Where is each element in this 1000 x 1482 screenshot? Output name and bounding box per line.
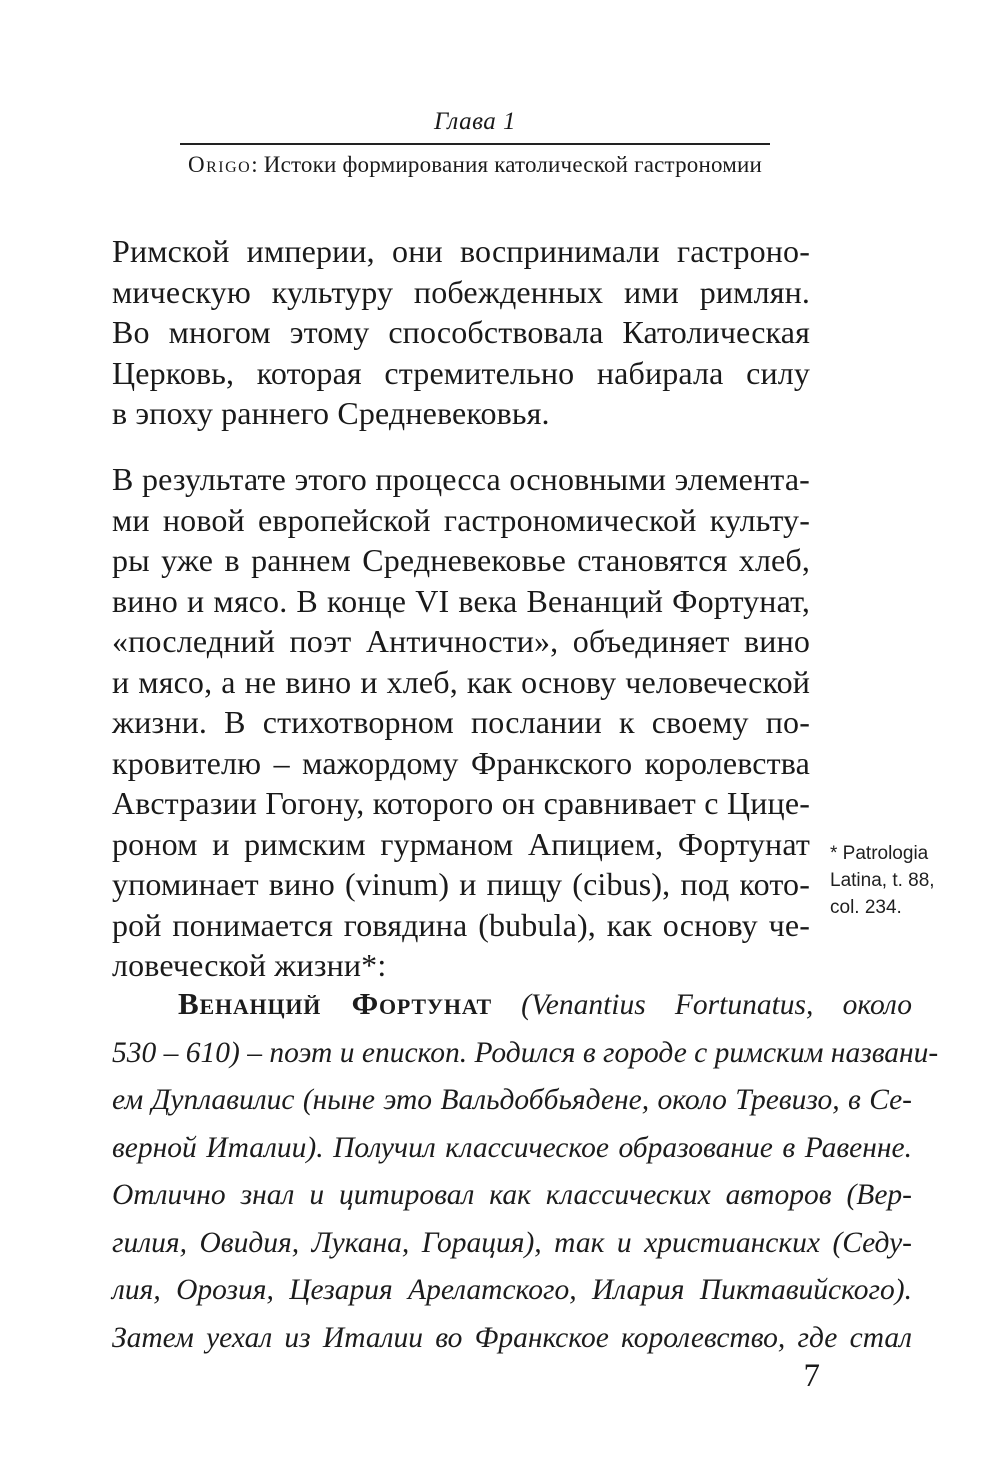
text-line: кровителю – мажордому Франкского королевства (112, 744, 810, 781)
text-line: мическую культуру побежденных ими римлян. (112, 273, 810, 310)
text-line: роном и римским гурманом Апицием, Фортунат (112, 825, 810, 862)
bio-line: ем Дуплавилис (ныне это Вальдоббьядене, около Тревизо, в Се- (112, 1084, 912, 1116)
text-line: Австразии Гогону, которого он сравнивает с Цице- (112, 785, 810, 821)
text-line: В результате этого процесса основными элемента- (112, 461, 810, 497)
text-line: Церковь, которая стремительно набирала силу (112, 354, 810, 391)
text-line: рой понимается говядина (bubula), как основу че- (112, 906, 810, 943)
sidenote-line: * Patrologia (830, 843, 929, 864)
chapter-subtitle-lead: Origo (187, 152, 252, 177)
text-line: Римской империи, они воспринимали гастроно- (112, 233, 810, 269)
bio-name: Венанций Фортунат (178, 986, 492, 1021)
chapter-label: Глава 1 (433, 108, 517, 135)
text-line: «последний поэт Античности», объединяет вино (112, 623, 810, 659)
paragraph-2 (112, 459, 810, 986)
footnote-sidenote (830, 840, 960, 921)
sidenote-line: col. 234. (830, 897, 902, 918)
text-line: Во многом этому способствовала Католическая (112, 314, 810, 350)
text-line: в эпоху раннего Средневековья. (112, 395, 550, 431)
text-line: ловеческой жизни*: (112, 947, 387, 983)
chapter-subtitle-rest: : Истоки формирования католической гастрономии (251, 152, 763, 177)
bio-line: верной Италии). Получил классическое образование в Равенне. (112, 1131, 912, 1164)
running-head (150, 106, 800, 182)
paragraph-1 (112, 231, 810, 434)
bio-first-line-rest: (Venantius Fortunatus, около (491, 989, 913, 1021)
text-line: вино и мясо. В конце VI века Венанций Фортунат, (112, 582, 810, 619)
text-line: ры уже в раннем Средневековье становятся хлеб, (112, 542, 810, 578)
bio-line: 530 – 610) – поэт и епископ. Родился в городе с римским названи- (112, 1036, 939, 1069)
bio-line: Отлично знал и цитировал как классических авторов (Вер- (112, 1179, 912, 1211)
page-number: 7 (803, 1358, 820, 1394)
bio-line: гилия, Овидия, Лукана, Горация), так и христианских (Седу- (112, 1226, 912, 1259)
chapter-subtitle (150, 148, 800, 182)
text-line: упоминает вино (vinum) и пищу (cibus), под кото- (112, 866, 810, 902)
header-rule (180, 143, 770, 145)
bio-line: Затем уехал из Италии во Франкское королевство, где стал (112, 1321, 912, 1354)
biography-note (112, 980, 939, 1362)
text-line: и мясо, а не вино и хлеб, как основу человеческой (112, 663, 810, 700)
bio-line: лия, Орозия, Цезария Арелатского, Илария Пиктавийского). (112, 1274, 912, 1306)
bio-line (112, 980, 912, 1030)
text-line: ми новой европейской гастрономической культу- (112, 501, 810, 538)
text-line: жизни. В стихотворном послании к своему по- (112, 704, 810, 740)
sidenote-line: Latina, t. 88, (830, 870, 935, 891)
